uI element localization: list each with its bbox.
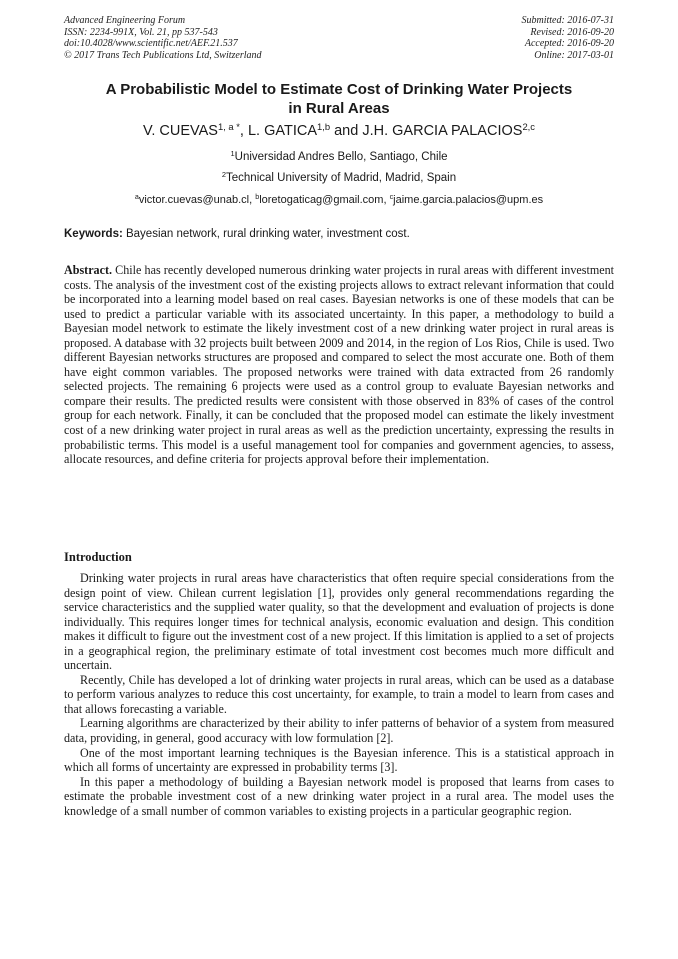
affiliation-1-text: Universidad Andres Bello, Santiago, Chile [234, 151, 448, 163]
title-line-1: A Probabilistic Model to Estimate Cost of Drinking Water Projects [105, 81, 573, 98]
publication-dates [522, 15, 615, 61]
author-2-marker: 1,b [317, 120, 331, 132]
email-a: victor.cuevas@unab.cl, [138, 194, 256, 206]
keywords-line [64, 227, 614, 241]
email-b: loretogaticag@gmail.com, [259, 194, 390, 206]
email-c: jaime.garcia.palacios@upm.es [393, 194, 544, 206]
author-1-name: V. CUEVAS [143, 123, 218, 139]
intro-paragraph-4: One of the most important learning techniques is the Bayesian inference. This is a statistical approach in which all forms of uncertainty are expressed in probability terms [3]. [64, 745, 614, 775]
affiliation-2-marker: 2 [221, 169, 227, 179]
revised-date: Revised: 2016-09-20 [530, 26, 614, 38]
author-1-marker: 1, a * [217, 120, 240, 132]
author-2-name: , L. GATICA [239, 123, 318, 139]
abstract-text: Chile has recently developed numerous drinking water projects in rural areas with different investment costs. The analysis of the investment cost of the existing projects allows to extract relevant information that could be incorporated into a learning model based on real cases. Bayesian networks is one of these models that can be used to predict a particular variable with its associated uncertainty. In this paper, a methodology to build a Bayesian model network to estimate the likely investment cost of a new drinking water project in rural areas is proposed. A database with 32 projects built between 2009 and 2014, in the region of Los Rios, Chile is used. Two different Bayesian networks structures are proposed and compared to select the most accurate one. Both of them have eight common variables. The proposed networks were trained with data extracted from 26 randomly selected projects. The remaining 6 projects were used as a control group to evaluate Bayesian networks and compare their results. The predicted results were consistent with those observed in 83% of cases of the control group for each network. Finally, it can be concluded that the proposed model can estimate the likely investment cost of a new drinking water project in rural areas as well as the prediction uncertainty, expressing the results in probabilistic terms. This model is a useful management tool for companies and government agencies, to assess, allocate resources, and define criteria for projects approval before their implementation. [64, 263, 614, 467]
introduction-heading: Introduction [64, 550, 132, 564]
intro-paragraph-5: In this paper a methodology of building a Bayesian network model is proposed that learns from cases to estimate the probable investment cost of a new drinking water project in a rural area. The model uses the knowledge of a small number of common variables to existing projects in a particular geographic region. [64, 774, 614, 818]
intro-paragraph-3: Learning algorithms are characterized by their ability to infer patterns of behavior of a system from measured data, providing, in general, good accuracy with low formulation [2]. [64, 716, 614, 746]
abstract [64, 263, 614, 467]
keywords-text: Bayesian network, rural drinking water, investment cost. [122, 228, 410, 240]
doi-line: doi:10.4028/www.scientific.net/AEF.21.537 [64, 38, 238, 49]
affiliation-2 [64, 171, 614, 185]
online-date: Online: 2017-03-01 [534, 49, 614, 61]
email-a-marker: a [134, 193, 139, 202]
affiliation-2-text: Technical University of Madrid, Madrid, Spain [226, 172, 457, 184]
paper-title [64, 80, 614, 118]
submitted-date: Submitted: 2016-07-31 [521, 15, 614, 26]
email-b-marker: b [255, 193, 260, 202]
copyright-line: © 2017 Trans Tech Publications Ltd, Switzerland [64, 49, 262, 61]
accepted-date: Accepted: 2016-09-20 [524, 38, 614, 49]
title-line-2: in Rural Areas [288, 100, 390, 117]
introduction-body [64, 571, 614, 818]
intro-paragraph-1: Drinking water projects in rural areas have characteristics that often require special considerations from the design point of view. Chilean current legislation [1], provides only general recommendations regarding the service characteristics and the supplied water quality, so that the development and evaluation of projects is done individually. This requires longer times for technical analysis, economic evaluation and design. This condition makes it difficult to figure out the investment cost of a new project. If this limitation is applied to a set of projects in a geographical region, the preliminary estimate of total investment cost becomes much more difficult and uncertain. [64, 571, 614, 673]
intro-paragraph-2: Recently, Chile has developed a lot of drinking water projects in rural areas, which can be used as a database to perform various analyzes to reduce this cost uncertainty, for example, to train a model to learn from cases and that allows forecasting a variable. [64, 672, 614, 716]
email-c-marker: c [389, 193, 394, 202]
keywords-label: Keywords: [64, 228, 123, 240]
affiliation-1-marker: 1 [230, 148, 235, 158]
journal-info [64, 15, 262, 61]
author-emails [64, 193, 614, 207]
author-3-name: and J.H. GARCIA PALACIOS [330, 123, 523, 139]
journal-name: Advanced Engineering Forum [64, 15, 186, 26]
author-list [64, 121, 614, 141]
abstract-label: Abstract. [64, 263, 113, 277]
author-3-marker: 2,c [522, 120, 535, 132]
affiliation-1 [64, 150, 614, 164]
issn-line: ISSN: 2234-991X, Vol. 21, pp 537-543 [64, 26, 218, 38]
